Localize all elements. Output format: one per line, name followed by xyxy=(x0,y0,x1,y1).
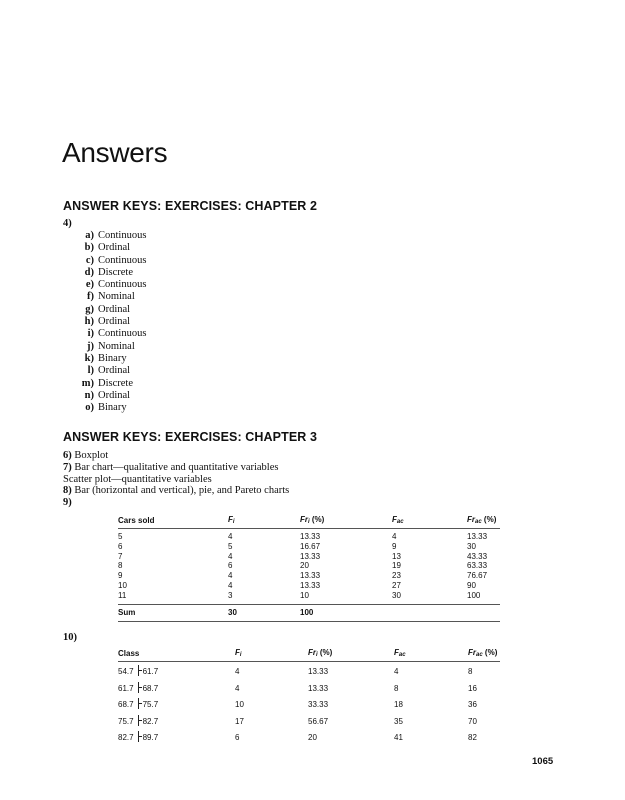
header-fri: Fri (%) xyxy=(300,512,392,529)
header-fi: Fi xyxy=(228,512,300,529)
table-row xyxy=(118,581,500,591)
answer-letter: c) xyxy=(85,254,94,266)
table-cell: 35 xyxy=(394,716,403,726)
chapter3-answer-lines xyxy=(63,450,289,509)
table-cell: 30 xyxy=(392,590,401,600)
answer-letter: h) xyxy=(84,316,94,328)
table-cell: 8 xyxy=(394,683,399,693)
list-item xyxy=(63,378,146,390)
class-frequency-table xyxy=(118,645,500,747)
answer-letter: m) xyxy=(81,377,94,389)
table-row xyxy=(118,542,500,552)
page-title: Answers xyxy=(62,136,168,168)
class-interval: 75.7 82.7 xyxy=(118,716,159,726)
table-cell: 13.33 xyxy=(300,551,321,561)
header-fac: Fac xyxy=(394,645,468,662)
chapter2-answer-list xyxy=(63,230,146,414)
table-cell: 41 xyxy=(394,733,403,742)
answer-text: Bar chart—qualitative and quantitative variables xyxy=(71,461,279,473)
table-cell: 9 xyxy=(118,571,123,581)
table-cell: 16 xyxy=(468,683,477,693)
list-item xyxy=(63,242,146,254)
table-cell: 56.67 xyxy=(308,716,329,726)
answer-text: Binary xyxy=(98,402,127,414)
list-item xyxy=(63,390,146,402)
table-row xyxy=(118,662,500,681)
answer-text: Ordinal xyxy=(98,365,131,377)
table-cell: 18 xyxy=(394,700,403,709)
table-cell: 10 xyxy=(235,700,244,709)
list-item xyxy=(63,316,146,328)
answer-text: Ordinal xyxy=(98,303,131,315)
table-cell: 11 xyxy=(118,590,127,600)
question-10-number: 10) xyxy=(63,632,77,643)
table-row xyxy=(118,591,500,604)
table-cell: 27 xyxy=(392,580,401,590)
class-interval: 54.7 61.7 xyxy=(118,667,159,676)
table-cell: 10 xyxy=(118,580,127,590)
table-cell: 7 xyxy=(118,551,123,561)
answer-letter: d) xyxy=(84,266,94,278)
chapter3-heading: ANSWER KEYS: EXERCISES: CHAPTER 3 xyxy=(63,430,318,444)
answer-text: Continuous xyxy=(98,230,147,241)
table-cell: 4 xyxy=(235,667,240,676)
table-header-row xyxy=(118,645,500,662)
list-item xyxy=(63,291,146,303)
header-fri: Fri (%) xyxy=(308,645,394,662)
table-cell: 20 xyxy=(308,733,317,742)
answer-text: Continuous xyxy=(98,328,147,340)
answer-text: Ordinal xyxy=(98,242,131,254)
answer-text: Discrete xyxy=(98,377,133,389)
class-interval: 61.7 68.7 xyxy=(118,683,159,693)
table-header-row xyxy=(118,512,500,529)
answer-text: Ordinal xyxy=(98,389,131,401)
table-cell: 13.33 xyxy=(300,580,321,590)
sum-label: Sum xyxy=(118,604,228,621)
header-frac: Frac (%) xyxy=(467,512,500,529)
header-cars-sold: Cars sold xyxy=(118,512,228,529)
table-cell: 4 xyxy=(228,551,233,561)
table-row xyxy=(118,561,500,571)
answer-line xyxy=(63,474,289,486)
answer-letter: b) xyxy=(84,242,94,254)
table-cell: 5 xyxy=(228,541,233,551)
table-cell: 10 xyxy=(300,590,309,600)
answer-text: Bar (horizontal and vertical), pie, and Pareto charts xyxy=(71,485,290,497)
table-cell: 6 xyxy=(118,541,123,551)
table-cell: 6 xyxy=(235,733,240,742)
list-item xyxy=(63,304,146,316)
table-cell: 8 xyxy=(118,561,123,571)
answer-letter: e) xyxy=(85,279,94,291)
table-cell: 100 xyxy=(467,590,481,600)
table-cell: 90 xyxy=(467,580,476,590)
answer-line xyxy=(63,497,289,509)
header-fac: Fac xyxy=(392,512,467,529)
question-4-number: 4) xyxy=(63,218,72,229)
table-row xyxy=(118,730,500,747)
table-cell: 4 xyxy=(228,580,233,590)
answer-text: Nominal xyxy=(98,340,135,352)
interval-separator xyxy=(138,715,139,726)
table-cell: 13.33 xyxy=(300,571,321,581)
list-item xyxy=(63,402,146,414)
answer-line xyxy=(63,485,289,497)
table-cell: 82 xyxy=(468,733,477,742)
answer-text: Nominal xyxy=(98,291,135,303)
interval-separator xyxy=(138,731,139,742)
class-interval: 82.7 89.7 xyxy=(118,733,159,742)
table-cell: 13.33 xyxy=(300,532,321,541)
answer-letter: n) xyxy=(84,389,94,401)
answer-letter: i) xyxy=(87,328,94,340)
table-cell: 13.33 xyxy=(308,683,329,693)
question-number: 9) xyxy=(63,497,72,509)
table-row xyxy=(118,681,500,698)
answer-letter: k) xyxy=(84,352,94,364)
table-cell: 4 xyxy=(235,683,240,693)
table-cell: 5 xyxy=(118,532,123,541)
answer-text: Discrete xyxy=(98,266,133,278)
answer-text: Continuous xyxy=(98,254,147,266)
table-cell: 20 xyxy=(300,561,309,571)
table-cell: 4 xyxy=(394,667,399,676)
table-cell: 76.67 xyxy=(467,571,488,581)
answer-text: Boxplot xyxy=(71,450,109,461)
table-cell: 33.33 xyxy=(308,700,329,709)
interval-separator xyxy=(138,682,139,693)
answer-text: Ordinal xyxy=(98,316,131,328)
table-cell: 13 xyxy=(392,551,401,561)
answer-text: Scatter plot—quantitative variables xyxy=(63,473,212,485)
table-cell: 17 xyxy=(235,716,244,726)
table-cell: 13.33 xyxy=(308,667,329,676)
answer-letter: j) xyxy=(87,340,94,352)
table-sum-row xyxy=(118,604,500,621)
table-cell: 9 xyxy=(392,541,397,551)
answer-text: Continuous xyxy=(98,279,147,291)
table-cell: 8 xyxy=(468,667,473,676)
interval-separator xyxy=(138,698,139,709)
table-cell: 36 xyxy=(468,700,477,709)
table-cell: 70 xyxy=(468,716,477,726)
list-item xyxy=(63,365,146,377)
answer-letter: f) xyxy=(87,291,94,303)
question-number: 8) xyxy=(63,485,72,497)
table-cell: 3 xyxy=(228,590,233,600)
header-class: Class xyxy=(118,645,235,662)
table-cell: 13.33 xyxy=(467,532,488,541)
answer-letter: g) xyxy=(85,303,94,315)
chapter2-heading: ANSWER KEYS: EXERCISES: CHAPTER 2 xyxy=(63,199,318,213)
question-number: 7) xyxy=(63,461,72,473)
list-item xyxy=(63,341,146,353)
table-cell: 4 xyxy=(228,532,233,541)
table-cell: 43.33 xyxy=(467,551,488,561)
table-row xyxy=(118,714,500,731)
table-row xyxy=(118,697,500,714)
interval-separator xyxy=(138,665,139,676)
answer-line xyxy=(63,450,289,462)
answer-text: Binary xyxy=(98,352,127,364)
table-cell: 23 xyxy=(392,571,401,581)
table-cell: 30 xyxy=(467,541,476,551)
table-cell: 19 xyxy=(392,561,401,571)
list-item xyxy=(63,255,146,267)
sum-fi: 30 xyxy=(228,604,300,621)
list-item xyxy=(63,267,146,279)
list-item xyxy=(63,328,146,340)
answer-letter: o) xyxy=(85,402,94,414)
table-row xyxy=(118,552,500,562)
sum-fri: 100 xyxy=(300,604,392,621)
cars-sold-frequency-table xyxy=(118,512,500,622)
table-row xyxy=(118,571,500,581)
table-cell: 6 xyxy=(228,561,233,571)
table-row xyxy=(118,529,500,542)
answer-letter: l) xyxy=(87,365,94,377)
question-number: 6) xyxy=(63,450,72,461)
page-number: 1065 xyxy=(532,756,554,767)
list-item xyxy=(63,279,146,291)
class-interval: 68.7 75.7 xyxy=(118,700,159,709)
list-item xyxy=(63,353,146,365)
header-frac: Frac (%) xyxy=(468,645,500,662)
list-item xyxy=(63,230,146,242)
answer-letter: a) xyxy=(85,230,94,241)
table-cell: 4 xyxy=(228,571,233,581)
header-fi: Fi xyxy=(235,645,308,662)
table-cell: 63.33 xyxy=(467,561,488,571)
answer-line xyxy=(63,462,289,474)
table-cell: 4 xyxy=(392,532,397,541)
table-cell: 16.67 xyxy=(300,541,321,551)
